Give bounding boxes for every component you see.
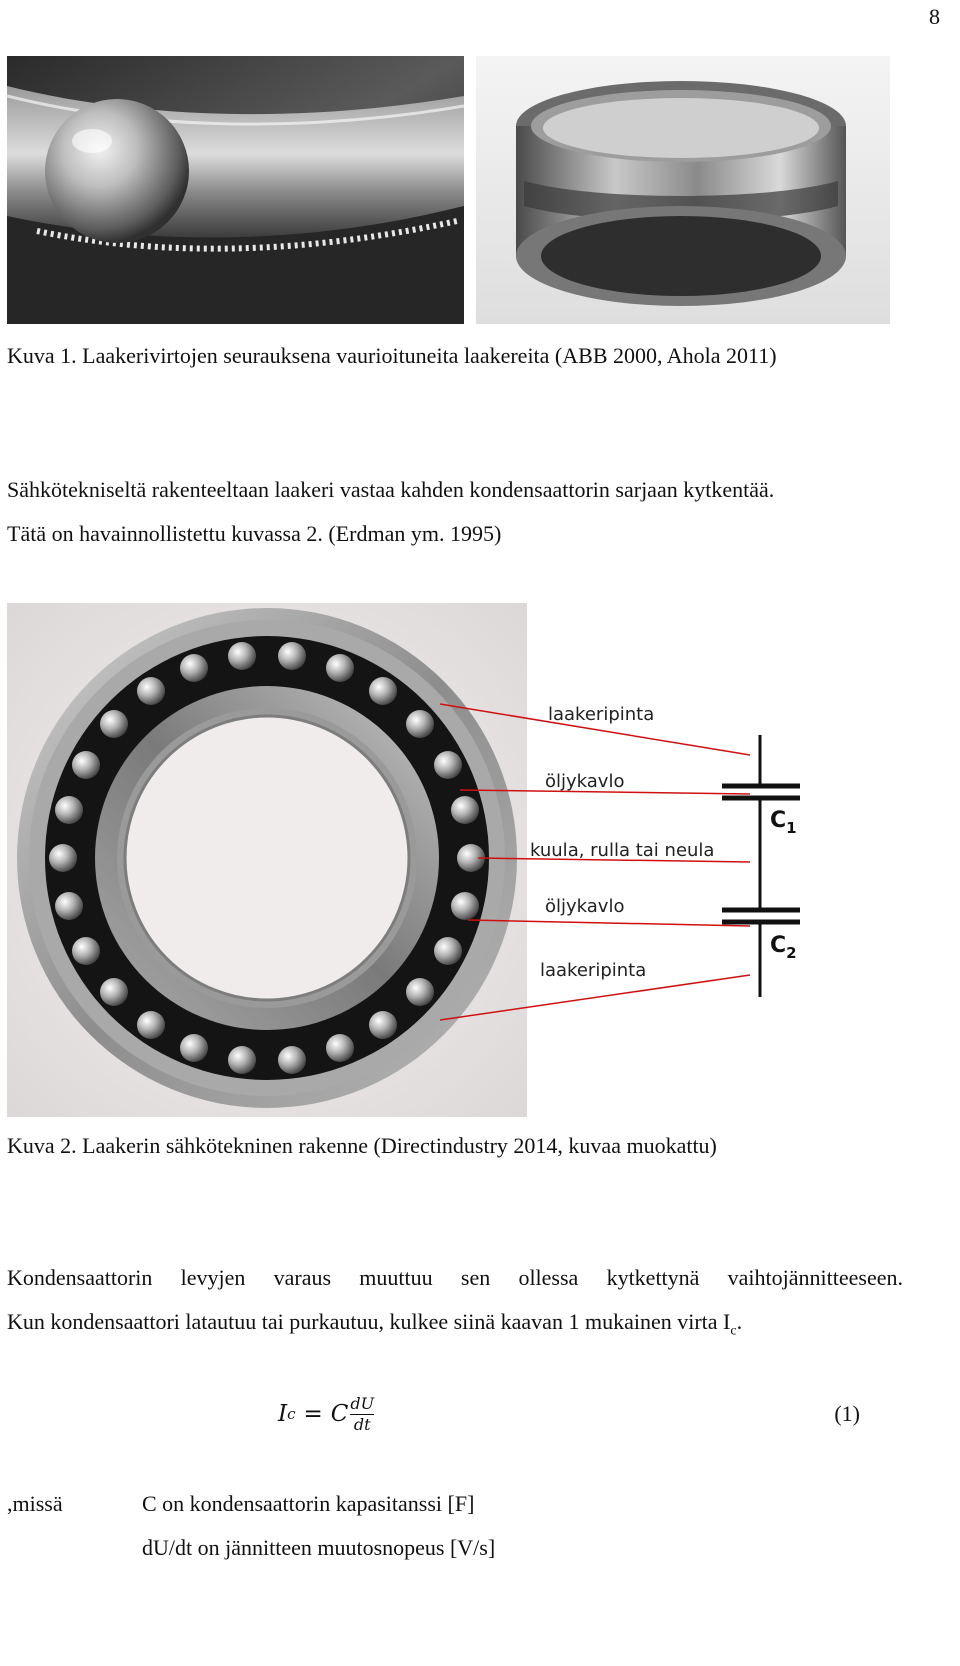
definition-item: C on kondensaattorin kapasitanssi [F] [142, 1491, 475, 1516]
paragraph2-line1: Kondensaattorin levyjen varaus muuttuu sen ollessa kytkettynä vaihtojännitteeseen. [7, 1265, 903, 1290]
label-oljykavlo-top: öljykavlo [545, 771, 625, 792]
definitions-lead: ,missä [7, 1491, 63, 1516]
label-c2: $C_2$ [770, 933, 797, 962]
definition-item: dU/dt on jännitteen muutosnopeus [V/s] [142, 1535, 496, 1560]
equation-denominator: dt [350, 1414, 374, 1435]
equation [278, 1390, 374, 1438]
label-c1: $C_1$ [770, 808, 797, 837]
figure1-photo-ring [476, 56, 890, 324]
equation-fraction [350, 1394, 374, 1435]
figure2-caption: Kuva 2. Laakerin sähkötekninen rakenne (Directindustry 2014, kuvaa muokattu) [7, 1133, 717, 1158]
paragraph1-line1: Sähkötekniseltä rakenteeltaan laakeri vastaa kahden kondensaattorin sarjaan kytkentää. [7, 477, 775, 502]
equation-lhs-sub: c [287, 1405, 296, 1423]
equation-coef: C [330, 1401, 349, 1427]
equation-lhs: I [278, 1401, 288, 1427]
equation-equals: = [303, 1401, 323, 1427]
label-oljykavlo-bottom: öljykavlo [545, 896, 625, 917]
equation-number: (1) [834, 1401, 860, 1426]
paragraph1-line2: Tätä on havainnollistettu kuvassa 2. (Erdman ym. 1995) [7, 521, 502, 546]
figure2-bearing-diagram [0, 600, 800, 1120]
label-laakeripinta-top: laakeripinta [548, 704, 655, 725]
figure1-photo-ball [7, 56, 464, 324]
page-number: 8 [929, 4, 940, 29]
label-kuula: kuula, rulla tai neula [530, 840, 715, 861]
label-laakeripinta-bottom: laakeripinta [540, 960, 647, 981]
equation-numerator: dU [350, 1393, 375, 1413]
paragraph2-line2: Kun kondensaattori latautuu tai purkautuu, kulkee siinä kaavan 1 mukainen virta $I_c$. [7, 1309, 743, 1339]
figure1-caption: Kuva 1. Laakerivirtojen seurauksena vaurioituneita laakereita (ABB 2000, Ahola 2011) [7, 343, 777, 368]
